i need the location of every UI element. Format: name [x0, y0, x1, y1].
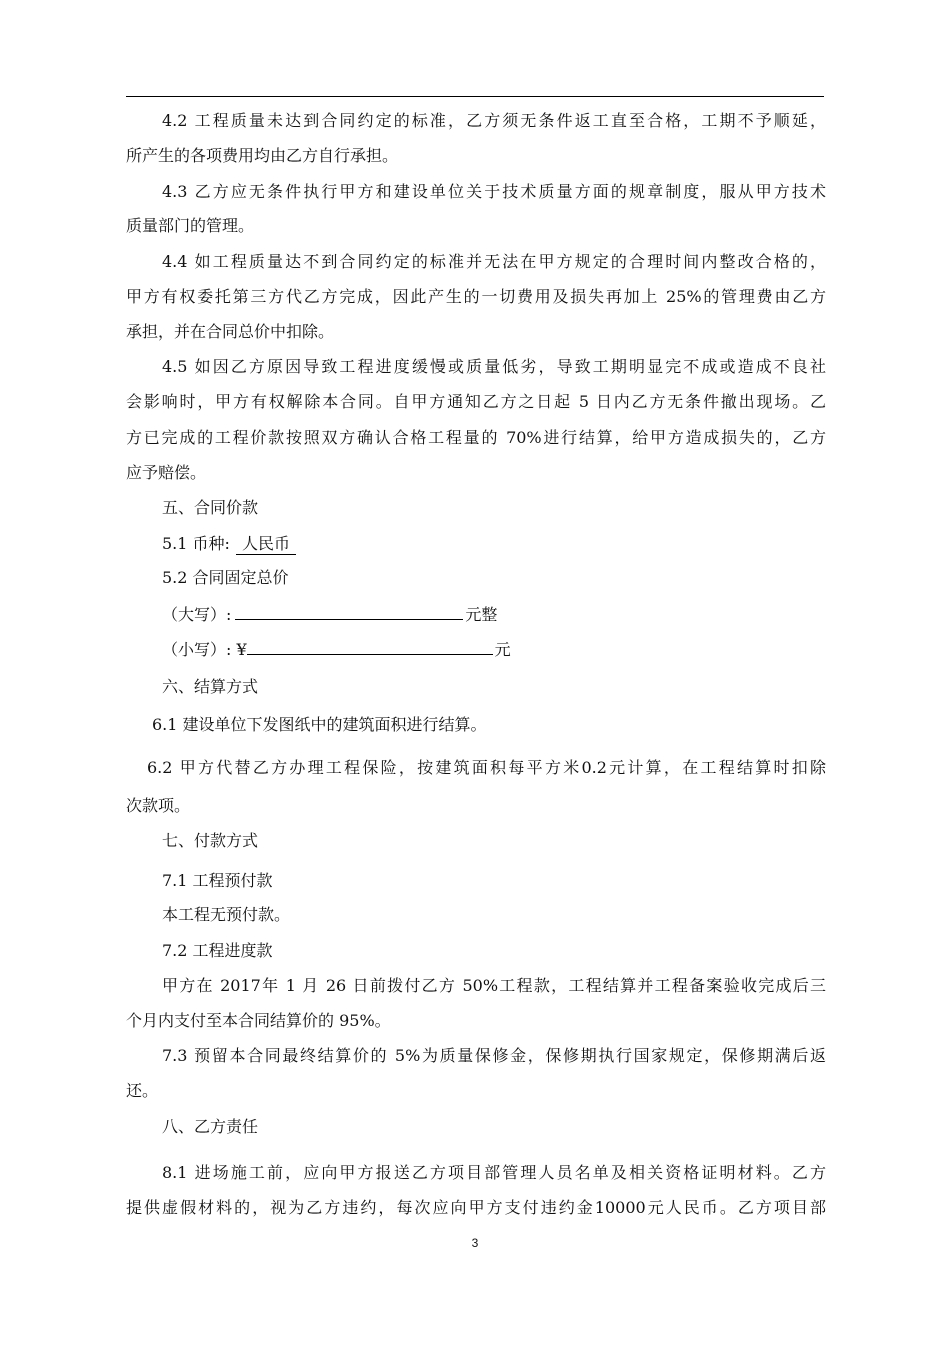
clause-6-1: 6.1 建设单位下发图纸中的建筑面积进行结算。	[152, 715, 487, 734]
clause-4-4-line-2: 甲方有权委托第三方代乙方完成，因此产生的一切费用及损失再加上 25%的管理费由乙方	[126, 287, 826, 306]
clause-8-1-line-2: 提供虚假材料的，视为乙方违约，每次应向甲方支付违约金10000元人民币。乙方项目部	[126, 1198, 826, 1217]
clause-4-2-line-2: 所产生的各项费用均由乙方自行承担。	[126, 146, 399, 165]
section-6-title: 六、结算方式	[162, 677, 259, 696]
clause-7-3-line-1: 7.3 预留本合同最终结算价的 5%为质量保修金，保修期执行国家规定，保修期满后返	[162, 1046, 826, 1065]
clause-5-2: 5.2 合同固定总价	[162, 568, 289, 587]
upper-amount-blank	[235, 603, 463, 620]
section-5-title: 五、合同价款	[162, 498, 259, 517]
section-7-title: 七、付款方式	[162, 831, 259, 850]
clause-4-4-line-1: 4.4 如工程质量达不到合同约定的标准并无法在甲方规定的合理时间内整改合格的，	[162, 252, 826, 271]
clause-5-1	[162, 534, 826, 555]
clause-7-3-line-2: 还。	[126, 1081, 159, 1100]
clause-4-2-line-1: 4.2 工程质量未达到合同约定的标准，乙方须无条件返工直至合格，工期不予顺延，	[162, 111, 826, 130]
upper-amount-label: （大写）:	[162, 605, 232, 624]
upper-amount-suffix: 元整	[465, 605, 498, 624]
clause-4-5-line-2: 会影响时，甲方有权解除本合同。自甲方通知乙方之日起 5 日内乙方无条件撤出现场。乙	[126, 392, 826, 411]
clause-6-2-line-1: 6.2 甲方代替乙方办理工程保险，按建筑面积每平方米0.2元计算，在工程结算时扣除	[147, 758, 826, 777]
clause-6-2-line-2: 次款项。	[126, 796, 191, 815]
upper-amount-row	[162, 603, 826, 625]
clause-7-2: 7.2 工程进度款	[162, 941, 273, 960]
clause-7-1-body: 本工程无预付款。	[162, 905, 291, 924]
currency-value: 人民币	[236, 534, 296, 555]
clause-8-1-line-1: 8.1 进场施工前，应向甲方报送乙方项目部管理人员名单及相关资格证明材料。乙方	[162, 1163, 826, 1182]
lower-amount-row	[162, 638, 826, 660]
header-rule	[126, 96, 824, 97]
clause-4-4-line-3: 承担，并在合同总价中扣除。	[126, 322, 335, 341]
clause-7-2-line-1: 甲方在 2017年 1 月 26 日前拨付乙方 50%工程款，工程结算并工程备案验收完成后三	[162, 976, 826, 995]
lower-amount-label: （小写）: ¥	[162, 640, 247, 659]
clause-7-1: 7.1 工程预付款	[162, 871, 273, 890]
clause-4-5-line-3: 方已完成的工程价款按照双方确认合格工程量的 70%进行结算，给甲方造成损失的，乙方	[126, 428, 826, 447]
lower-amount-blank	[247, 638, 493, 655]
clause-4-3-line-1: 4.3 乙方应无条件执行甲方和建设单位关于技术质量方面的规章制度，服从甲方技术	[162, 182, 826, 201]
clause-4-3-line-2: 质量部门的管理。	[126, 216, 255, 235]
lower-amount-suffix: 元	[494, 640, 511, 659]
currency-label: 5.1 币种:	[162, 534, 230, 553]
clause-4-5-line-4: 应予赔偿。	[126, 463, 207, 482]
page-number: 3	[471, 1236, 479, 1250]
clause-4-5-line-1: 4.5 如因乙方原因导致工程进度缓慢或质量低劣，导致工期明显完不成或造成不良社	[162, 357, 826, 376]
clause-7-2-line-2: 个月内支付至本合同结算价的 95%。	[126, 1011, 391, 1030]
section-8-title: 八、乙方责任	[162, 1117, 259, 1136]
